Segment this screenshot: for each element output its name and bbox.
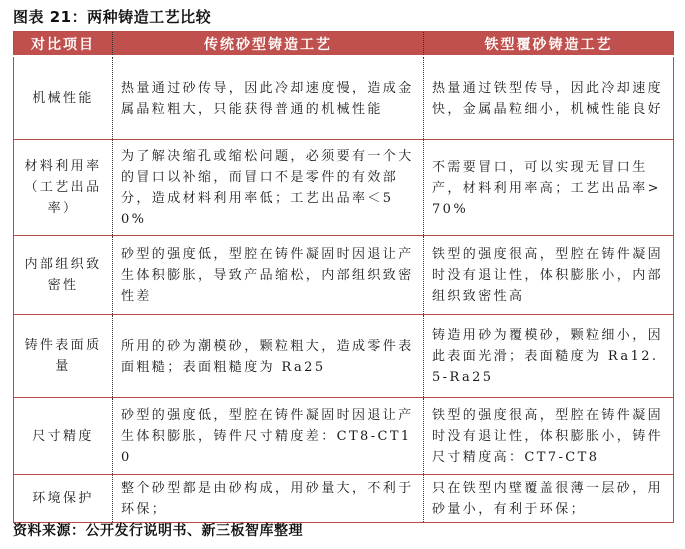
traditional-cell: 热量通过砂传导，因此冷却速度慢，造成金属晶粒粗大，只能获得普通的机械性能: [113, 56, 424, 140]
table-row: [14, 56, 674, 140]
traditional-cell: 整个砂型都是由砂构成，用砂量大，不利于环保；: [113, 475, 424, 523]
iron-mold-cell: 热量通过铁型传导，因此冷却速度快，金属晶粒细小，机械性能良好: [424, 56, 674, 140]
table-header-row: [14, 32, 674, 57]
traditional-cell: 砂型的强度低，型腔在铸件凝固时因退让产生体积膨胀，铸件尺寸精度差：CT8-CT10: [113, 398, 424, 475]
header-iron-mold: 铁型覆砂铸造工艺: [424, 32, 674, 57]
table-row: [14, 398, 674, 475]
iron-mold-cell: 只在铁型内壁覆盖很薄一层砂，用砂量小，有利于环保；: [424, 475, 674, 523]
source-note: 资料来源：公开发行说明书、新三板智库整理: [13, 523, 303, 539]
row-item: 尺寸精度: [14, 398, 113, 475]
row-item: 机械性能: [14, 56, 113, 140]
row-item: 内部组织致密性: [14, 236, 113, 315]
traditional-cell: 为了解决缩孔或缩松问题，必须要有一个大的冒口以补缩，而冒口不是零件的有效部分，造成材料利用率低；工艺出品率＜50%: [113, 140, 424, 236]
table-row: [14, 140, 674, 236]
row-item: 环境保护: [14, 475, 113, 523]
iron-mold-cell: 铁型的强度很高，型腔在铸件凝固时没有退让性，体积膨胀小，铸件尺寸精度高：CT7-CT8: [424, 398, 674, 475]
iron-mold-cell: 铸造用砂为覆模砂，颗粒细小，因此表面光滑；表面糙度为 Ra12.5-Ra25: [424, 315, 674, 398]
header-item: 对比项目: [14, 32, 113, 57]
table-row: [14, 236, 674, 315]
figure-title: 图表 21：两种铸造工艺比较: [13, 8, 212, 26]
table-row: [14, 475, 674, 523]
table-row: [14, 315, 674, 398]
traditional-cell: 所用的砂为潮模砂，颗粒粗大，造成零件表面粗糙；表面粗糙度为 Ra25: [113, 315, 424, 398]
iron-mold-cell: 铁型的强度很高，型腔在铸件凝固时没有退让性，体积膨胀小，内部组织致密性高: [424, 236, 674, 315]
row-item: 铸件表面质量: [14, 315, 113, 398]
header-traditional: 传统砂型铸造工艺: [113, 32, 424, 57]
iron-mold-cell: 不需要冒口，可以实现无冒口生产，材料利用率高；工艺出品率>70%: [424, 140, 674, 236]
row-item: 材料利用率（工艺出品率）: [14, 140, 113, 236]
traditional-cell: 砂型的强度低，型腔在铸件凝固时因退让产生体积膨胀，导致产品缩松，内部组织致密性差: [113, 236, 424, 315]
comparison-table: [13, 31, 674, 523]
